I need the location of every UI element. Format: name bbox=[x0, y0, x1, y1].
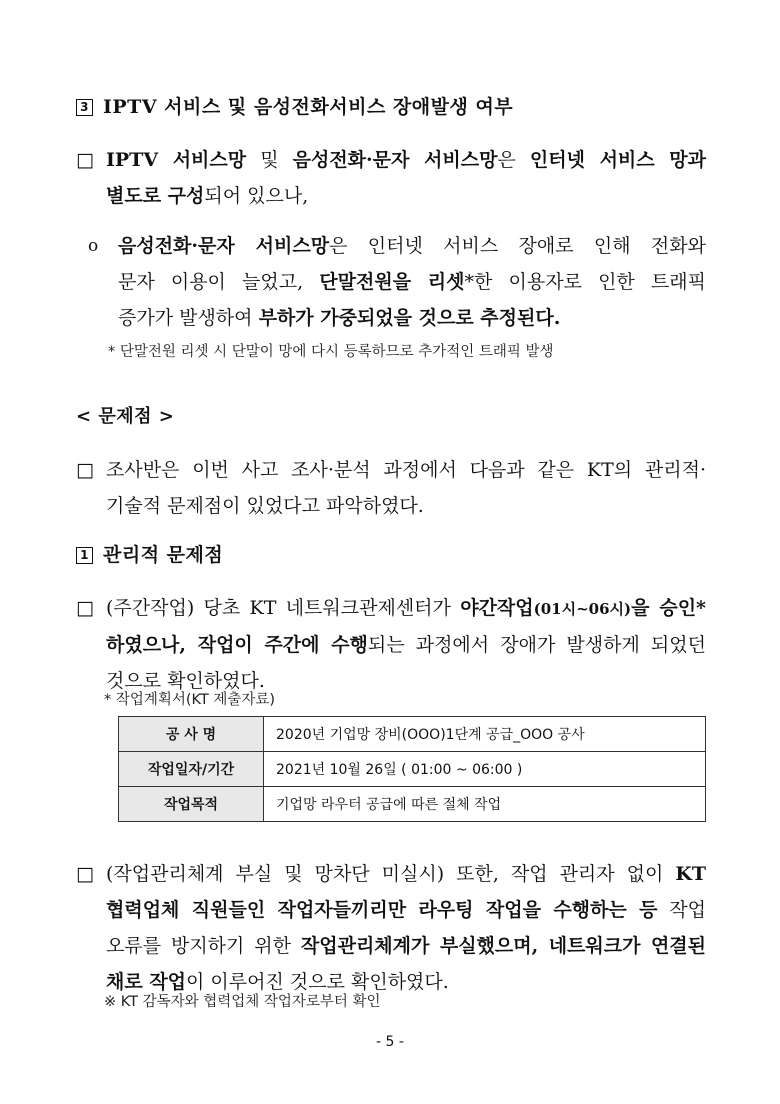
text-line bbox=[118, 228, 706, 264]
bold-text-run: 단말전원을 리셋 bbox=[319, 271, 465, 293]
bold-text-run: 인터넷 서비스 망과 bbox=[529, 149, 706, 171]
square-bullet-icon: □ bbox=[76, 597, 94, 619]
text-line bbox=[106, 928, 706, 964]
table-row-label: 작업일자/기간 bbox=[119, 752, 264, 787]
bold-text-run: IPTV 서비스망 bbox=[106, 149, 247, 171]
text-line bbox=[106, 590, 706, 627]
paragraph-investigation bbox=[106, 452, 706, 524]
work-plan-table bbox=[118, 716, 706, 822]
bold-text-run: 별도로 구성 bbox=[106, 185, 205, 207]
bold-text-run: 을 승인* bbox=[631, 597, 706, 619]
square-bullet-icon: □ bbox=[76, 863, 94, 885]
table-row bbox=[119, 717, 706, 752]
text-run: 작업 bbox=[657, 899, 706, 921]
text-run: 이 이루어진 것으로 확인하였다. bbox=[186, 971, 449, 993]
section-number-box: 1 bbox=[76, 547, 93, 564]
bold-text-run: 채로 작업 bbox=[106, 971, 187, 993]
text-line bbox=[106, 856, 706, 892]
problems-heading: < 문제점 > bbox=[76, 406, 175, 427]
text-run: (작업관리체계 부실 및 망차단 미실시) 또한, 작업 관리자 없이 bbox=[106, 863, 676, 885]
section-title: IPTV 서비스 및 음성전화서비스 장애발생 여부 bbox=[103, 96, 514, 118]
text-line: 조사반은 이번 사고 조사·분석 과정에서 다음과 같은 KT의 관리적· bbox=[106, 459, 706, 481]
bold-text-run: (01시~06시) bbox=[533, 600, 632, 618]
table-row bbox=[119, 752, 706, 787]
text-run: 증가가 발생하여 bbox=[118, 307, 259, 329]
text-run: *한 이용자로 인한 트래픽 bbox=[464, 271, 706, 293]
bold-text-run: 야간작업 bbox=[460, 597, 534, 619]
text-line bbox=[106, 627, 706, 663]
text-run: 오류를 방지하기 위한 bbox=[106, 935, 301, 957]
bold-text-run: 음성전화·문자 서비스망 bbox=[118, 235, 330, 257]
text-line bbox=[118, 264, 706, 300]
table-row-label: 작업목적 bbox=[119, 787, 264, 822]
text-run: 은 인터넷 서비스 장애로 인해 전화와 bbox=[329, 235, 706, 257]
table-row-label: 공 사 명 bbox=[119, 717, 264, 752]
paragraph-management-system bbox=[106, 856, 706, 1000]
table-row bbox=[119, 787, 706, 822]
bold-text-run: 협력업체 직원들인 작업자들끼리만 라우팅 작업을 수행하는 등 bbox=[106, 899, 658, 921]
paragraph-voice-sms bbox=[118, 228, 706, 336]
table-row-value: 2021년 10월 26일 ( 01:00 ~ 06:00 ) bbox=[264, 752, 706, 787]
page-number: - 5 - bbox=[376, 1034, 404, 1050]
bold-text-run: 하였으나, 작업이 주간에 수행 bbox=[106, 634, 368, 656]
circle-bullet-icon: o bbox=[88, 236, 99, 256]
square-bullet-icon: □ bbox=[76, 149, 94, 171]
text-line bbox=[118, 300, 706, 336]
footnote-confirmation: ※ KT 감독자와 협력업체 작업자로부터 확인 bbox=[104, 994, 381, 1010]
bold-text-run: KT bbox=[675, 863, 706, 885]
bold-text-run: 작업관리체계가 부실했으며, 네트워크가 연결된 bbox=[300, 935, 707, 957]
section-3-heading bbox=[76, 92, 513, 119]
text-line bbox=[106, 142, 706, 178]
text-run: 은 bbox=[497, 149, 530, 171]
text-run: 되어 있으나, bbox=[204, 185, 309, 207]
bold-text-run: 음성전화·문자 서비스망 bbox=[292, 149, 498, 171]
text-line bbox=[106, 892, 706, 928]
table-row-value: 기업망 라우터 공급에 따른 절체 작업 bbox=[264, 787, 706, 822]
paragraph-daytime-work bbox=[106, 590, 706, 699]
text-run: 것으로 확인하였다. bbox=[106, 670, 265, 692]
square-bullet-icon: □ bbox=[76, 459, 94, 481]
paragraph-network-separation bbox=[106, 142, 706, 214]
footnote-work-plan: * 작업계획서(KT 제출자료) bbox=[104, 692, 276, 708]
footnote-reset: * 단말전원 리셋 시 단말이 망에 다시 등록하므로 추가적인 트래픽 발생 bbox=[108, 344, 554, 360]
section-title: 관리적 문제점 bbox=[103, 544, 224, 566]
text-line bbox=[106, 178, 706, 214]
section-1-heading bbox=[76, 540, 223, 567]
text-run: 되는 과정에서 장애가 발생하게 되었던 bbox=[367, 634, 706, 656]
text-line: 기술적 문제점이 있었다고 파악하였다. bbox=[106, 495, 424, 517]
table-row-value: 2020년 기업망 장비(OOO)1단계 공급_OOO 공사 bbox=[264, 717, 706, 752]
section-number-box: 3 bbox=[76, 99, 93, 116]
text-run: 문자 이용이 늘었고, bbox=[118, 271, 320, 293]
bold-text-run: 부하가 가중되었을 것으로 추정된다. bbox=[258, 307, 561, 329]
text-run: (주간작업) 당초 KT 네트워크관제센터가 bbox=[106, 597, 461, 619]
text-run: 및 bbox=[246, 149, 293, 171]
